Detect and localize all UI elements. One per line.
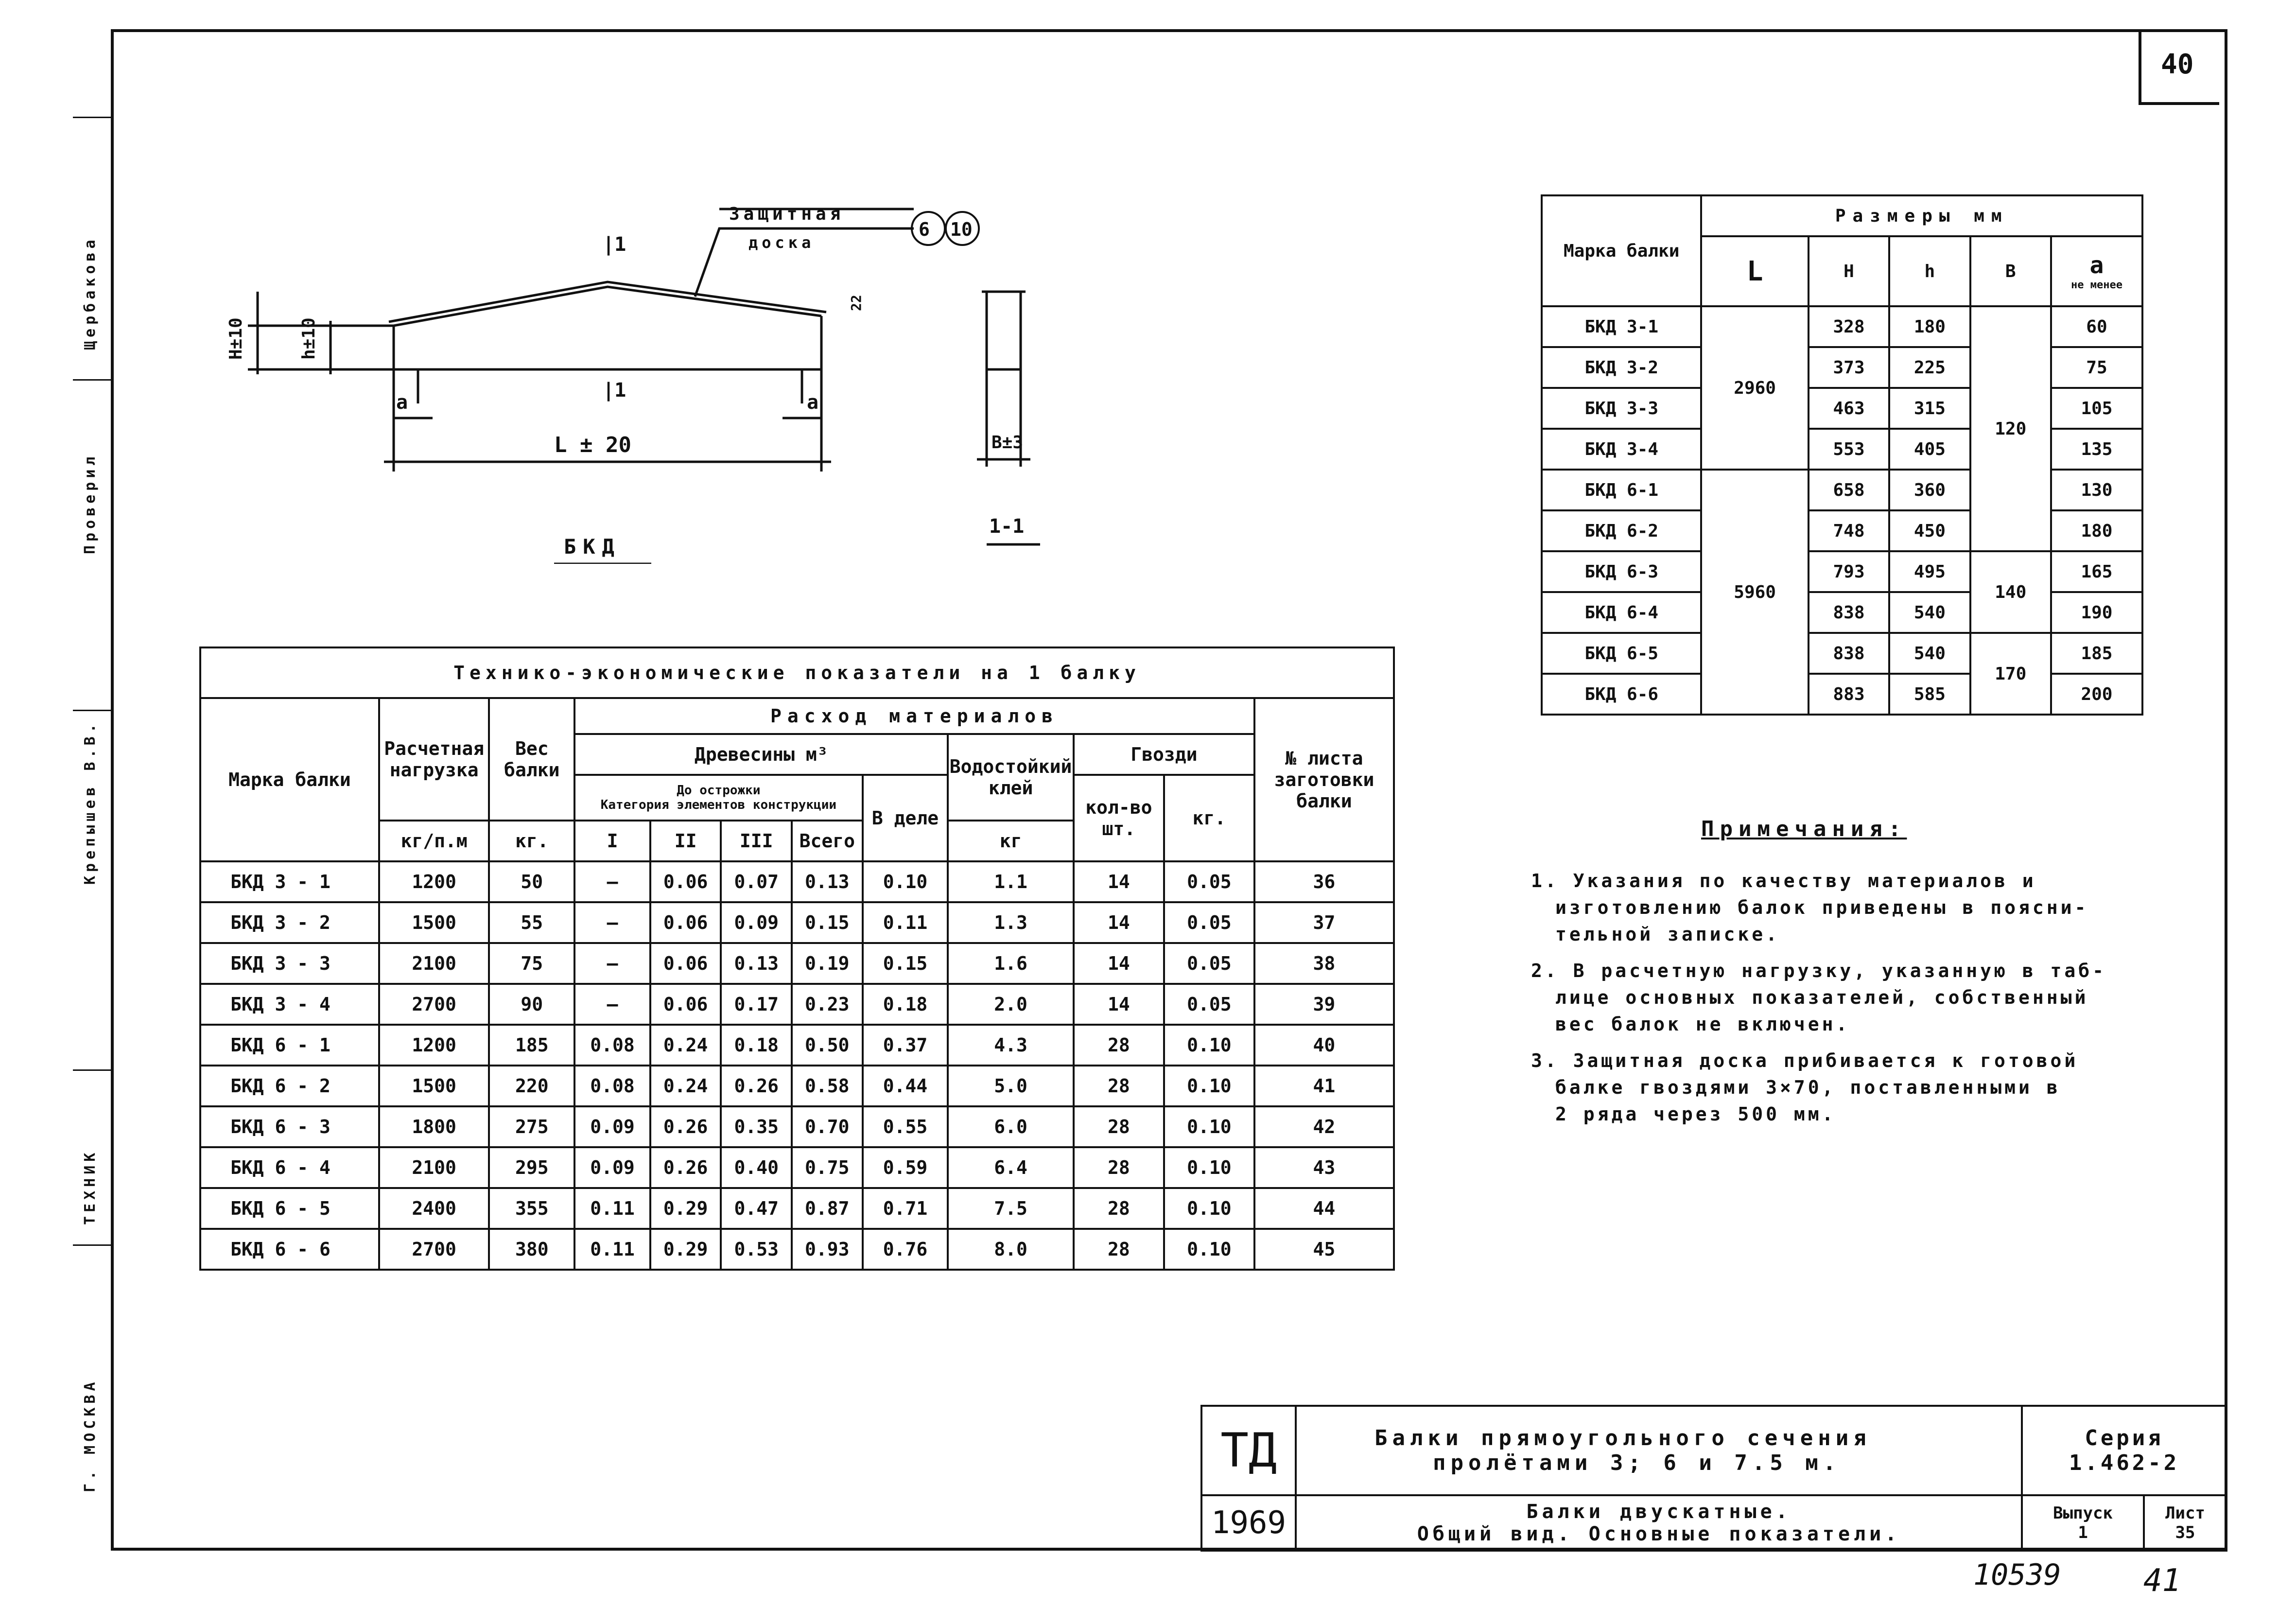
table-cell-total: 0.23 (792, 984, 863, 1025)
table-cell-c3: 0.17 (721, 984, 792, 1025)
note-line: 1. Указания по качеству материалов и (1531, 870, 2036, 891)
stamp-year: 1969 (1201, 1495, 1296, 1551)
table-cell-nails_kg: 0.05 (1164, 861, 1254, 902)
sizes-cell: 130 (2051, 470, 2142, 510)
table-cell-inuse: 0.76 (863, 1229, 948, 1270)
table-cell-c3: 0.40 (721, 1147, 792, 1188)
caption-beam: БКД (564, 535, 621, 559)
table-cell-c1: — (574, 943, 650, 984)
sizes-cell: 838 (1809, 633, 1889, 674)
stamp-title (1296, 1406, 2022, 1495)
table-cell-glue: 4.3 (948, 1025, 1073, 1066)
table-cell-load: 1500 (379, 1066, 489, 1106)
table-row (200, 943, 1394, 984)
table-cell-load: 1500 (379, 902, 489, 943)
table-cell-nails_kg: 0.05 (1164, 943, 1254, 984)
sizes-cell: 328 (1809, 306, 1889, 347)
sizes-table (1541, 194, 2143, 716)
table-row: БКД 3-4 (1542, 429, 1701, 470)
sidebar-label-2: Крепышев В.В. (82, 720, 99, 885)
sizes-B-group-2: 140 (1970, 551, 2051, 633)
table-cell-inuse: 0.59 (863, 1147, 948, 1188)
table-cell-weight: 90 (489, 984, 574, 1025)
sizes-header-mark: Марка балки (1542, 195, 1701, 306)
table-cell-total: 0.70 (792, 1106, 863, 1147)
sizes-cell: 105 (2051, 388, 2142, 429)
mt-header-consumption: Расход материалов (574, 698, 1254, 734)
mt-header-cat1: I (574, 821, 650, 861)
stamp-issue-label: Выпуск (2053, 1503, 2113, 1523)
sizes-cell: 553 (1809, 429, 1889, 470)
table-cell-load: 2400 (379, 1188, 489, 1229)
table-cell-c2: 0.26 (650, 1106, 721, 1147)
stamp-series-label: Серия (2085, 1426, 2164, 1451)
table-cell-load: 1800 (379, 1106, 489, 1147)
table-cell-c2: 0.24 (650, 1066, 721, 1106)
table-cell-nails: 28 (1074, 1025, 1164, 1066)
table-cell-sheet: 44 (1254, 1188, 1394, 1229)
table-cell-c1: 0.11 (574, 1188, 650, 1229)
sizes-cell: 165 (2051, 551, 2142, 592)
page-number-box (2139, 29, 2219, 105)
table-cell-inuse: 0.55 (863, 1106, 948, 1147)
table-cell-nails_kg: 0.05 (1164, 902, 1254, 943)
table-row: БКД 3-3 (1542, 388, 1701, 429)
table-cell-c1: — (574, 984, 650, 1025)
table-cell-total: 0.50 (792, 1025, 863, 1066)
table-cell-sheet: 40 (1254, 1025, 1394, 1066)
mt-header-mark: Марка балки (200, 698, 379, 861)
mt-header-cat3: III (721, 821, 792, 861)
mt-header-nails-kg: кг. (1164, 775, 1254, 861)
sizes-col-a-letter: a (2089, 251, 2104, 279)
sizes-cell: 180 (1889, 306, 1970, 347)
sizes-col-L: L (1701, 236, 1808, 306)
table-cell-mark: БКД 6 - 5 (200, 1188, 379, 1229)
table-cell-c1: — (574, 861, 650, 902)
table-cell-c1: 0.09 (574, 1106, 650, 1147)
table-cell-glue: 1.6 (948, 943, 1073, 984)
sizes-cell: 60 (2051, 306, 2142, 347)
table-cell-sheet: 42 (1254, 1106, 1394, 1147)
note-line: балке гвоздями 3×70, поставленными в (1555, 1077, 2061, 1098)
table-cell-load: 2100 (379, 1147, 489, 1188)
table-row (200, 1066, 1394, 1106)
table-cell-c2: 0.29 (650, 1188, 721, 1229)
dim-a-left: a (396, 391, 408, 414)
table-cell-nails_kg: 0.10 (1164, 1147, 1254, 1188)
table-cell-load: 1200 (379, 1025, 489, 1066)
table-cell-c1: — (574, 902, 650, 943)
sizes-cell: 495 (1889, 551, 1970, 592)
table-cell-c2: 0.29 (650, 1229, 721, 1270)
table-cell-mark: БКД 3 - 1 (200, 861, 379, 902)
table-cell-weight: 75 (489, 943, 574, 984)
table-cell-c2: 0.06 (650, 902, 721, 943)
table-cell-weight: 380 (489, 1229, 574, 1270)
table-cell-total: 0.93 (792, 1229, 863, 1270)
stamp-sheet (2144, 1495, 2226, 1551)
table-cell-nails_kg: 0.05 (1164, 984, 1254, 1025)
table-cell-mark: БКД 6 - 2 (200, 1066, 379, 1106)
table-row: БКД 6-4 (1542, 592, 1701, 633)
table-cell-mark: БКД 3 - 3 (200, 943, 379, 984)
table-cell-load: 2700 (379, 984, 489, 1025)
table-cell-c3: 0.13 (721, 943, 792, 984)
mt-header-timber: Древесины м³ (574, 734, 948, 775)
sizes-header-sizes: Размеры мм (1701, 195, 2142, 236)
stamp-issue (2022, 1495, 2144, 1551)
table-cell-glue: 8.0 (948, 1229, 1073, 1270)
table-cell-glue: 1.3 (948, 902, 1073, 943)
table-cell-nails: 28 (1074, 1188, 1164, 1229)
beam-drawing (185, 185, 1108, 564)
stamp-sheet-label: Лист (2165, 1503, 2205, 1523)
note-line: тельной записке. (1555, 924, 1780, 945)
sizes-cell: 315 (1889, 388, 1970, 429)
note-line: изготовлению балок приведены в поясни- (1555, 897, 2089, 918)
table-cell-mark: БКД 6 - 6 (200, 1229, 379, 1270)
mt-header-before: До острожки (677, 783, 761, 798)
table-cell-glue: 7.5 (948, 1188, 1073, 1229)
main-table-title: Технико-экономические показатели на 1 балку (200, 647, 1394, 698)
table-cell-c2: 0.24 (650, 1025, 721, 1066)
main-table-body (200, 861, 1394, 1270)
table-cell-total: 0.15 (792, 902, 863, 943)
stamp-subtitle-line2: Общий вид. Основные показатели. (1417, 1523, 1901, 1545)
table-cell-glue: 6.0 (948, 1106, 1073, 1147)
table-cell-weight: 50 (489, 861, 574, 902)
mt-header-load-unit: кг/п.м (379, 821, 489, 861)
mt-header-nails: Гвозди (1074, 734, 1254, 775)
table-cell-nails: 28 (1074, 1066, 1164, 1106)
sizes-col-a (2051, 236, 2142, 306)
sidebar-divider (73, 379, 111, 381)
table-cell-c2: 0.26 (650, 1147, 721, 1188)
table-cell-total: 0.87 (792, 1188, 863, 1229)
table-cell-c1: 0.08 (574, 1025, 650, 1066)
sidebar-divider (73, 1069, 111, 1071)
table-cell-c1: 0.11 (574, 1229, 650, 1270)
sizes-col-a-note: не менее (2070, 279, 2122, 291)
table-cell-sheet: 43 (1254, 1147, 1394, 1188)
stamp-org: ТД (1201, 1406, 1296, 1495)
table-cell-total: 0.75 (792, 1147, 863, 1188)
section-mark-top: |1 (603, 233, 626, 256)
dim-L: L ± 20 (554, 433, 631, 457)
table-cell-weight: 355 (489, 1188, 574, 1229)
table-cell-inuse: 0.15 (863, 943, 948, 984)
table-row: БКД 3-2 (1542, 347, 1701, 388)
sizes-cell: 748 (1809, 510, 1889, 551)
table-cell-c3: 0.18 (721, 1025, 792, 1066)
mt-header-nails-qty-unit: шт. (1102, 818, 1136, 839)
mt-header-cat2: II (650, 821, 721, 861)
table-row (200, 1188, 1394, 1229)
mt-header-category (574, 775, 862, 821)
sidebar-divider (73, 117, 111, 118)
table-cell-nails: 28 (1074, 1147, 1164, 1188)
sizes-cell: 360 (1889, 470, 1970, 510)
sidebar-label-1: Проверил (82, 453, 99, 554)
table-cell-nails: 14 (1074, 902, 1164, 943)
sidebar-label-3: ТЕХНИК (82, 1149, 99, 1225)
sizes-cell: 225 (1889, 347, 1970, 388)
stamp-title-line2: пролётами 3; 6 и 7.5 м. (1433, 1451, 1841, 1475)
table-cell-inuse: 0.71 (863, 1188, 948, 1229)
sizes-L-group-2: 5960 (1701, 470, 1808, 715)
table-cell-sheet: 45 (1254, 1229, 1394, 1270)
sizes-cell: 463 (1809, 388, 1889, 429)
table-cell-nails_kg: 0.10 (1164, 1106, 1254, 1147)
sizes-cell: 180 (2051, 510, 2142, 551)
stamp-series (2022, 1406, 2226, 1495)
table-row (200, 1229, 1394, 1270)
table-cell-nails_kg: 0.10 (1164, 1025, 1254, 1066)
table-row (200, 1106, 1394, 1147)
table-row: БКД 6-2 (1542, 510, 1701, 551)
dim-h: h±10 (299, 317, 319, 360)
table-cell-weight: 185 (489, 1025, 574, 1066)
table-cell-glue: 1.1 (948, 861, 1073, 902)
mt-header-nails-qty (1074, 775, 1164, 861)
sizes-cell: 200 (2051, 674, 2142, 715)
table-cell-load: 1200 (379, 861, 489, 902)
archive-number: 10539 (1973, 1558, 2061, 1592)
sizes-cell: 658 (1809, 470, 1889, 510)
sizes-B-group-1: 120 (1970, 306, 2051, 551)
table-cell-inuse: 0.18 (863, 984, 948, 1025)
table-cell-nails: 14 (1074, 861, 1164, 902)
title-stamp (1200, 1405, 2227, 1552)
sizes-cell: 405 (1889, 429, 1970, 470)
table-cell-c3: 0.07 (721, 861, 792, 902)
table-cell-weight: 220 (489, 1066, 574, 1106)
mt-header-weight-unit: кг. (489, 821, 574, 861)
table-cell-glue: 5.0 (948, 1066, 1073, 1106)
stamp-title-line1: Балки прямоугольного сечения (1374, 1426, 1871, 1451)
sizes-B-group-3: 170 (1970, 633, 2051, 715)
stamp-issue-value: 1 (2078, 1523, 2088, 1542)
table-row: БКД 6-5 (1542, 633, 1701, 674)
mt-header-weight: Вес балки (489, 698, 574, 821)
table-row: БКД 6-3 (1542, 551, 1701, 592)
sidebar-stamp-column (73, 29, 111, 1551)
sizes-cell: 883 (1809, 674, 1889, 715)
table-cell-c3: 0.35 (721, 1106, 792, 1147)
table-cell-weight: 295 (489, 1147, 574, 1188)
table-cell-sheet: 39 (1254, 984, 1394, 1025)
table-row: БКД 6-6 (1542, 674, 1701, 715)
mt-header-nails-qty-label: кол-во (1085, 797, 1152, 818)
table-cell-mark: БКД 6 - 3 (200, 1106, 379, 1147)
table-cell-mark: БКД 6 - 1 (200, 1025, 379, 1066)
sizes-col-B: B (1970, 236, 2051, 306)
table-cell-load: 2100 (379, 943, 489, 984)
mt-header-sheet: № листа заготовки балки (1254, 698, 1394, 861)
sizes-cell: 793 (1809, 551, 1889, 592)
table-cell-sheet: 36 (1254, 861, 1394, 902)
table-cell-nails_kg: 0.10 (1164, 1066, 1254, 1106)
table-cell-inuse: 0.11 (863, 902, 948, 943)
ref-circle-1-text: 6 (919, 219, 930, 240)
mt-header-category-text: Категория элементов конструкции (600, 798, 837, 812)
protective-board-label-2: доска (748, 233, 815, 252)
table-cell-nails: 14 (1074, 984, 1164, 1025)
note-line: 3. Защитная доска прибивается к готовой (1531, 1050, 2079, 1071)
note-line: вес балок не включен. (1555, 1014, 1850, 1035)
table-cell-inuse: 0.10 (863, 861, 948, 902)
section-mark-bottom: |1 (603, 379, 626, 402)
table-cell-total: 0.13 (792, 861, 863, 902)
table-cell-mark: БКД 3 - 4 (200, 984, 379, 1025)
mt-header-total: Всего (792, 821, 863, 861)
table-cell-total: 0.58 (792, 1066, 863, 1106)
table-cell-nails_kg: 0.10 (1164, 1229, 1254, 1270)
table-cell-c1: 0.09 (574, 1147, 650, 1188)
table-row (200, 984, 1394, 1025)
table-cell-inuse: 0.37 (863, 1025, 948, 1066)
table-cell-glue: 2.0 (948, 984, 1073, 1025)
stamp-subtitle-line1: Балки двускатные. (1526, 1501, 1792, 1523)
note-line: лице основных показателей, собственный (1555, 987, 2089, 1008)
table-cell-nails: 28 (1074, 1229, 1164, 1270)
table-cell-sheet: 38 (1254, 943, 1394, 984)
table-cell-c2: 0.06 (650, 984, 721, 1025)
stamp-subtitle (1296, 1495, 2022, 1551)
sizes-col-h: h (1889, 236, 1970, 306)
table-cell-sheet: 41 (1254, 1066, 1394, 1106)
sizes-cell: 373 (1809, 347, 1889, 388)
caption-section: 1-1 (989, 515, 1025, 538)
stamp-sheet-value: 35 (2175, 1523, 2195, 1542)
sizes-cell: 540 (1889, 633, 1970, 674)
sidebar-label-city: Г. МОСКВА (82, 1378, 99, 1492)
table-cell-c3: 0.26 (721, 1066, 792, 1106)
mt-header-glue-unit: кг (948, 821, 1073, 861)
table-cell-mark: БКД 3 - 2 (200, 902, 379, 943)
sidebar-divider (73, 710, 111, 711)
table-cell-sheet: 37 (1254, 902, 1394, 943)
mt-header-load: Расчетная нагрузка (379, 698, 489, 821)
sidebar-divider (73, 1244, 111, 1246)
sizes-cell: 75 (2051, 347, 2142, 388)
protective-board-label: Защитная (729, 204, 845, 224)
stamp-series-value: 1.462-2 (2069, 1451, 2180, 1475)
main-indicators-table (199, 647, 1395, 1271)
table-cell-glue: 6.4 (948, 1147, 1073, 1188)
sizes-L-group-1: 2960 (1701, 306, 1808, 470)
sizes-cell: 540 (1889, 592, 1970, 633)
sizes-col-H: H (1809, 236, 1889, 306)
table-row: БКД 6-1 (1542, 470, 1701, 510)
mt-header-glue: Водостойкий клей (948, 734, 1073, 821)
note-line: 2. В расчетную нагрузку, указанную в таб- (1531, 960, 2106, 981)
table-cell-c3: 0.47 (721, 1188, 792, 1229)
table-cell-inuse: 0.44 (863, 1066, 948, 1106)
sizes-cell: 585 (1889, 674, 1970, 715)
table-cell-weight: 275 (489, 1106, 574, 1147)
dim-22: 22 (848, 295, 864, 311)
table-cell-total: 0.19 (792, 943, 863, 984)
table-cell-nails: 28 (1074, 1106, 1164, 1147)
table-cell-nails: 14 (1074, 943, 1164, 984)
table-row (200, 1025, 1394, 1066)
sizes-cell: 838 (1809, 592, 1889, 633)
dim-a-right: a (807, 391, 819, 414)
sizes-cell: 185 (2051, 633, 2142, 674)
table-cell-load: 2700 (379, 1229, 489, 1270)
sizes-cell: 190 (2051, 592, 2142, 633)
table-row (200, 902, 1394, 943)
dim-H: H±10 (226, 317, 246, 360)
table-cell-weight: 55 (489, 902, 574, 943)
table-cell-nails_kg: 0.10 (1164, 1188, 1254, 1229)
table-row (200, 861, 1394, 902)
table-cell-c1: 0.08 (574, 1066, 650, 1106)
page-number: 40 (2161, 49, 2194, 80)
table-cell-c2: 0.06 (650, 943, 721, 984)
table-cell-c2: 0.06 (650, 861, 721, 902)
note-line: 2 ряда через 500 мм. (1555, 1103, 1836, 1125)
ref-circle-2-text: 10 (950, 219, 973, 240)
table-row (200, 1147, 1394, 1188)
mt-header-in-item: В деле (863, 775, 948, 861)
table-cell-c3: 0.09 (721, 902, 792, 943)
table-cell-mark: БКД 6 - 4 (200, 1147, 379, 1188)
table-row: БКД 3-1 (1542, 306, 1701, 347)
sizes-cell: 135 (2051, 429, 2142, 470)
sizes-cell: 450 (1889, 510, 1970, 551)
sidebar-label-0: Щербакова (82, 236, 99, 350)
sheet-handwritten-number: 41 (2143, 1563, 2181, 1599)
table-cell-c3: 0.53 (721, 1229, 792, 1270)
dim-B: B±3 (991, 433, 1024, 453)
notes-title: Примечания: (1701, 817, 1907, 841)
